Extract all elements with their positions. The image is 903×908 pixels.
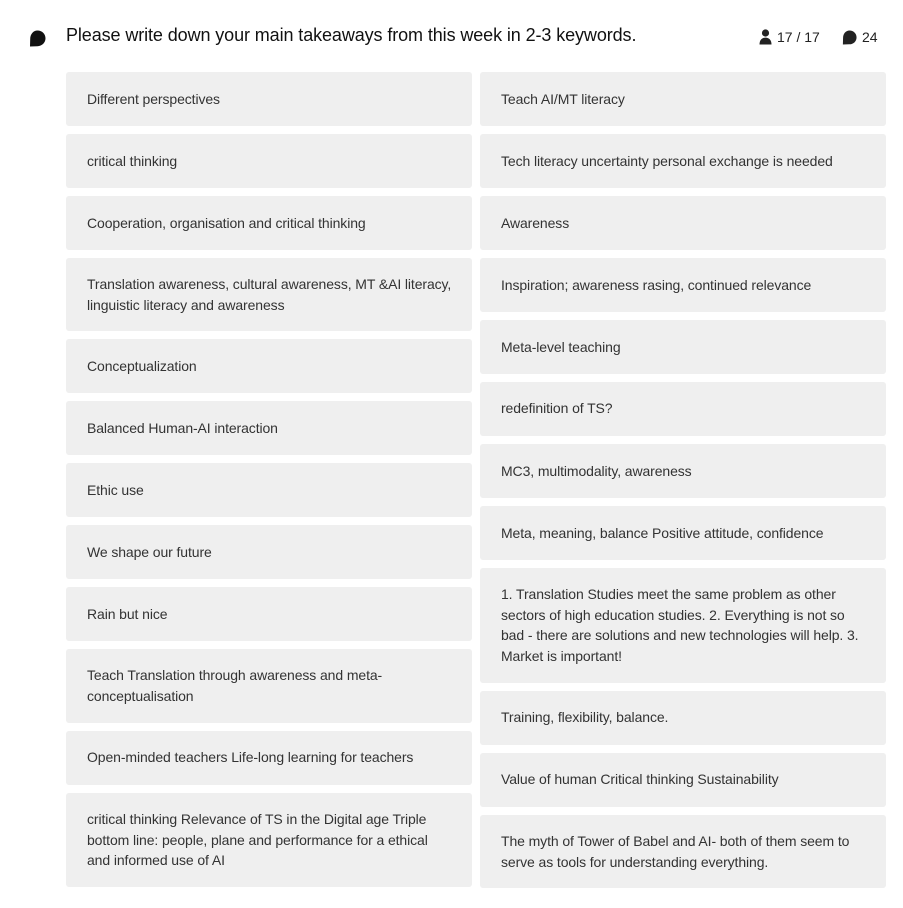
response-card: We shape our future (66, 525, 472, 579)
response-card: 1. Translation Studies meet the same problem as other sectors of high education studies. 2. Everything is not so bad - there are solutions and new technologies will help. 3. Market is important! (480, 568, 886, 683)
response-card: critical thinking Relevance of TS in the Digital age Triple bottom line: people, plane and performance for a ethical and informed use of AI (66, 793, 472, 887)
responses-count (842, 28, 878, 46)
speech-bubble-icon (842, 30, 857, 45)
responses-column-left (66, 72, 472, 887)
speech-bubble-icon (29, 30, 46, 47)
response-card: Teach Translation through awareness and meta-conceptualisation (66, 649, 472, 722)
response-card: Different perspectives (66, 72, 472, 126)
responses-column-right (480, 72, 886, 888)
response-card: critical thinking (66, 134, 472, 188)
participants-count (759, 28, 820, 46)
response-card: Tech literacy uncertainty personal exchange is needed (480, 134, 886, 188)
header (0, 0, 903, 72)
response-card: Rain but nice (66, 587, 472, 641)
response-card: Translation awareness, cultural awareness, MT &AI literacy, linguistic literacy and awareness (66, 258, 472, 331)
response-card: Meta, meaning, balance Positive attitude, confidence (480, 506, 886, 560)
response-card: Value of human Critical thinking Sustainability (480, 753, 886, 807)
response-card: Conceptualization (66, 339, 472, 393)
response-card: Teach AI/MT literacy (480, 72, 886, 126)
response-card: Cooperation, organisation and critical thinking (66, 196, 472, 250)
response-card: The myth of Tower of Babel and AI- both of them seem to serve as tools for understanding everything. (480, 815, 886, 888)
response-card: Inspiration; awareness rasing, continued relevance (480, 258, 886, 312)
response-card: Open-minded teachers Life-long learning for teachers (66, 731, 472, 785)
response-card: Meta-level teaching (480, 320, 886, 374)
response-card: MC3, multimodality, awareness (480, 444, 886, 498)
person-icon (759, 29, 772, 45)
response-card: redefinition of TS? (480, 382, 886, 436)
response-card: Balanced Human-AI interaction (66, 401, 472, 455)
participants-value: 17 / 17 (777, 29, 820, 45)
response-card: Awareness (480, 196, 886, 250)
question-title: Please write down your main takeaways from this week in 2-3 keywords. (66, 25, 637, 45)
responses-value: 24 (862, 29, 878, 45)
response-card: Training, flexibility, balance. (480, 691, 886, 745)
response-card: Ethic use (66, 463, 472, 517)
